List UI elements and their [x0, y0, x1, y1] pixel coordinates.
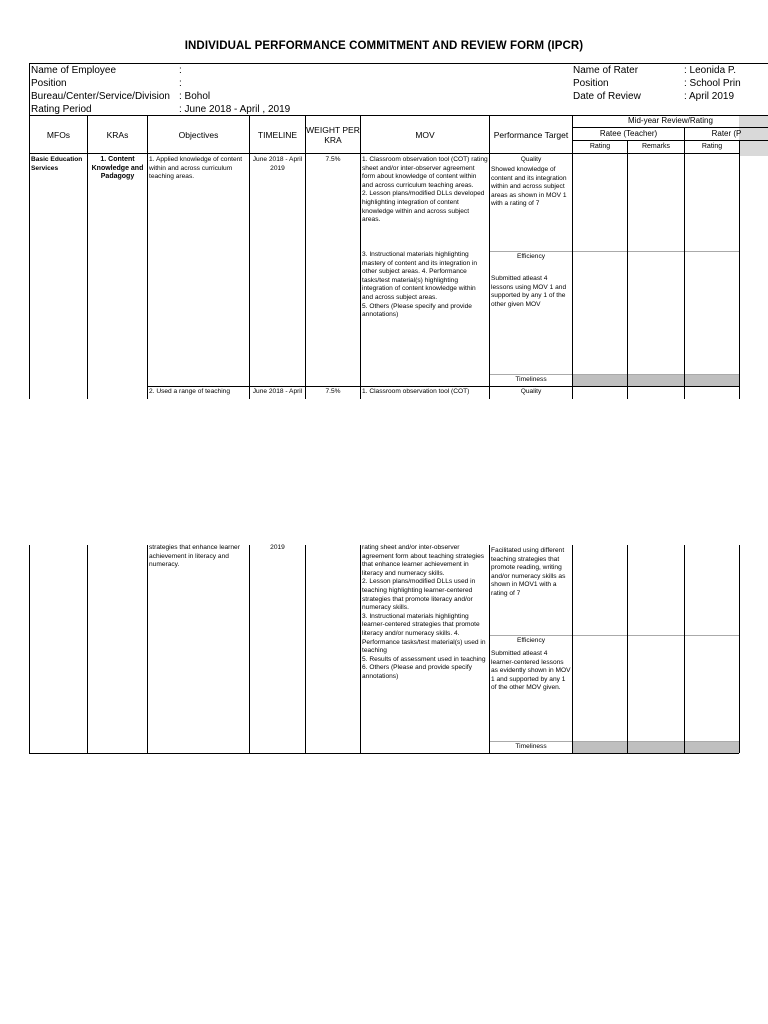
employee-name-label: Name of Employee [31, 65, 117, 76]
employee-name-value: : [179, 65, 182, 76]
row2-objective-bottom: strategies that enhance learner achievement in literacy and numeracy. [149, 544, 240, 569]
row1-efficiency-text: Submitted atleast 4 lessons using MOV 1 and supported by any 1 of the other given MOV [491, 275, 567, 308]
header-midyear: Mid-year Review/Rating [628, 116, 713, 125]
rating-period-value: : June 2018 - April , 2019 [179, 104, 291, 115]
rater-name-label: Name of Rater [573, 65, 639, 76]
row2-timeline-bottom: 2019 [270, 544, 285, 551]
row1-kra: 1. Content Knowledge and Padagogy [91, 156, 144, 181]
row2-timeline-top: June 2018 - April [252, 388, 303, 395]
rating-period-label: Rating Period [31, 104, 92, 115]
row1-timeliness-label: Timeliness [515, 376, 547, 383]
position-label: Position [31, 78, 67, 89]
bureau-label: Bureau/Center/Service/Division [31, 91, 170, 102]
row2-mov-top: 1. Classroom observation tool (COT) [362, 388, 470, 395]
header-weight: WEIGHT PER KRA [306, 124, 360, 145]
rater-position-label: Position [573, 78, 609, 89]
row1-mov-a: 1. Classroom observation tool (COT) rating sheet and/or inter-observer agreement form about knowledge of content within and across curriculum teaching areas. 2. Lesson plans/modified DLLs developed highlighting integration of content knowledge within and across subject areas. [362, 156, 488, 224]
header-ratee-rating: Rating [589, 143, 611, 150]
header-performance-target: Performance Target [493, 129, 569, 140]
row2-objective-top: 2. Used a range of teaching [149, 388, 231, 395]
row1-weight: 7.5% [325, 156, 341, 163]
row2-quality-text: Facilitated using different teaching strategies that promote reading, writing and/or numeracy skills as shown in MOV1 with a rating of 7 [491, 547, 566, 597]
row1-mfo: Basic Education Services [31, 156, 83, 172]
row2-mov-bottom: rating sheet and/or inter-observer agreement form about teaching strategies that enhance learner achievement in literacy and numeracy skills. 2. Lesson plans/modified DLLs used in teaching highlighting learner-centered strategies that promote literacy and/or numeracy skills. 3. Instructional materials highlighting learner-centered strategies that promote literacy and/or numeracy skills. 4. Performance tasks/test material(s) used in teaching 5. Results of assessment used in teaching 6. Others (Please and provide specify annotations) [362, 544, 486, 680]
bureau-value: : Bohol [179, 91, 211, 102]
date-review-label: Date of Review [573, 91, 641, 102]
date-review-value: : April 2019 [684, 91, 735, 102]
row2-quality-label: Quality [520, 388, 542, 395]
row1-quality-label: Quality [520, 156, 542, 163]
row2-efficiency-text: Submitted atleast 4 learner-centered lessons as evidently shown in MOV 1 and supported by any 1 of the other MOV given. [491, 650, 571, 692]
header-ratee: Ratee (Teacher) [599, 129, 658, 138]
row2-timeliness-label: Timeliness [515, 743, 547, 750]
rater-position-value: : School Prin [684, 78, 741, 89]
row2-efficiency-label: Efficiency [516, 637, 546, 644]
rater-name-value: : Leonida P. [684, 65, 737, 76]
row1-quality-text: Showed knowledge of content and its integration within and across subject areas as shown in MOV 1 with a rating of 7 [491, 166, 567, 208]
row1-objective: 1. Applied knowledge of content within and across curriculum teaching areas. [149, 156, 243, 181]
row1-efficiency-label: Efficiency [516, 253, 546, 260]
header-objectives: Objectives [178, 129, 219, 140]
row1-timeline: June 2018 - April 2019 [252, 156, 303, 172]
header-mfos: MFOs [46, 129, 71, 140]
header-mov: MOV [415, 129, 435, 140]
header-rater-rating: Rating [701, 143, 723, 150]
header-ratee-remarks: Remarks [641, 143, 670, 150]
header-timeline: TIMELINE [257, 129, 298, 140]
row2-weight: 7.5% [325, 388, 341, 395]
header-rater: Rater (P [711, 129, 742, 138]
header-kras: KRAs [106, 129, 129, 140]
position-value: : [179, 78, 182, 89]
row1-mov-b: 3. Instructional materials highlighting mastery of content and its integration in other subject areas. 4. Performance tasks/test material(s) highlighting integration of content knowledge within and across subject areas. 5. Others (Please specify and provide annotations) [362, 251, 478, 319]
form-title: INDIVIDUAL PERFORMANCE COMMITMENT AND REVIEW FORM (IPCR) [184, 40, 584, 52]
